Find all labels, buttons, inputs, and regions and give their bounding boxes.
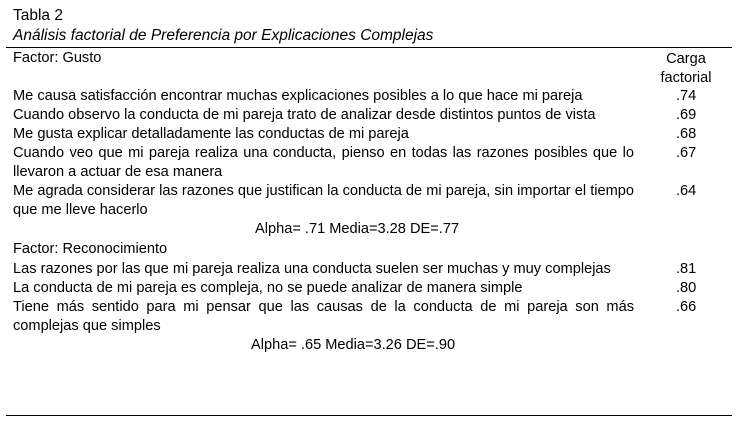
table-row [0,106,738,125]
loading-header-line1: Carga [666,51,706,67]
factor-reconocimiento-label: Factor: Reconocimiento [13,241,168,257]
item-loading: .64 [676,183,697,199]
table-row [0,182,738,220]
table-row [0,87,738,106]
item-text: Cuando veo que mi pareja realiza una conducta, pienso en todas las razones posibles que lo llevaron a actuar de esa manera [13,145,634,180]
table-row [0,125,738,144]
table-row [0,260,738,279]
table-row [0,279,738,298]
loading-column-header [650,50,722,88]
item-loading: .80 [676,280,697,296]
item-text: Me causa satisfacción encontrar muchas explicaciones posibles a lo que hace mi pareja [13,88,583,104]
table-row [0,298,738,336]
table-bottom-rule [6,415,732,416]
item-loading: .69 [676,107,697,123]
header-row [0,48,738,86]
table-title: Análisis factorial de Preferencia por Explicaciones Complejas [13,27,434,44]
item-text: Las razones por las que mi pareja realiza una conducta suelen ser muchas y muy complejas [13,261,611,277]
table-label: Tabla 2 [13,7,63,24]
item-text: Cuando observo la conducta de mi pareja trato de analizar desde distintos puntos de vista [13,107,596,123]
item-text: Me gusta explicar detalladamente las conductas de mi pareja [13,126,409,142]
factor-analysis-table [0,48,738,355]
factor-gusto-label: Factor: Gusto [13,50,102,66]
item-loading: .68 [676,126,697,142]
table-row [0,144,738,182]
item-loading: .74 [676,88,697,104]
factor-gusto-stats: Alpha= .71 Media=3.28 DE=.77 [255,221,460,237]
item-loading: .81 [676,261,697,277]
item-loading: .67 [676,145,697,161]
factor-reconocimiento-stats: Alpha= .65 Media=3.26 DE=.90 [251,337,456,353]
item-loading: .66 [676,299,697,315]
loading-header-line2: factorial [660,70,712,86]
item-text: Tiene más sentido para mi pensar que las causas de la conducta de mi pareja son más complejas que simples [13,299,634,334]
item-text: La conducta de mi pareja es compleja, no se puede analizar de manera simple [13,280,523,296]
item-text: Me agrada considerar las razones que justifican la conducta de mi pareja, sin importar el tiempo que me lleve hacerlo [13,183,634,218]
